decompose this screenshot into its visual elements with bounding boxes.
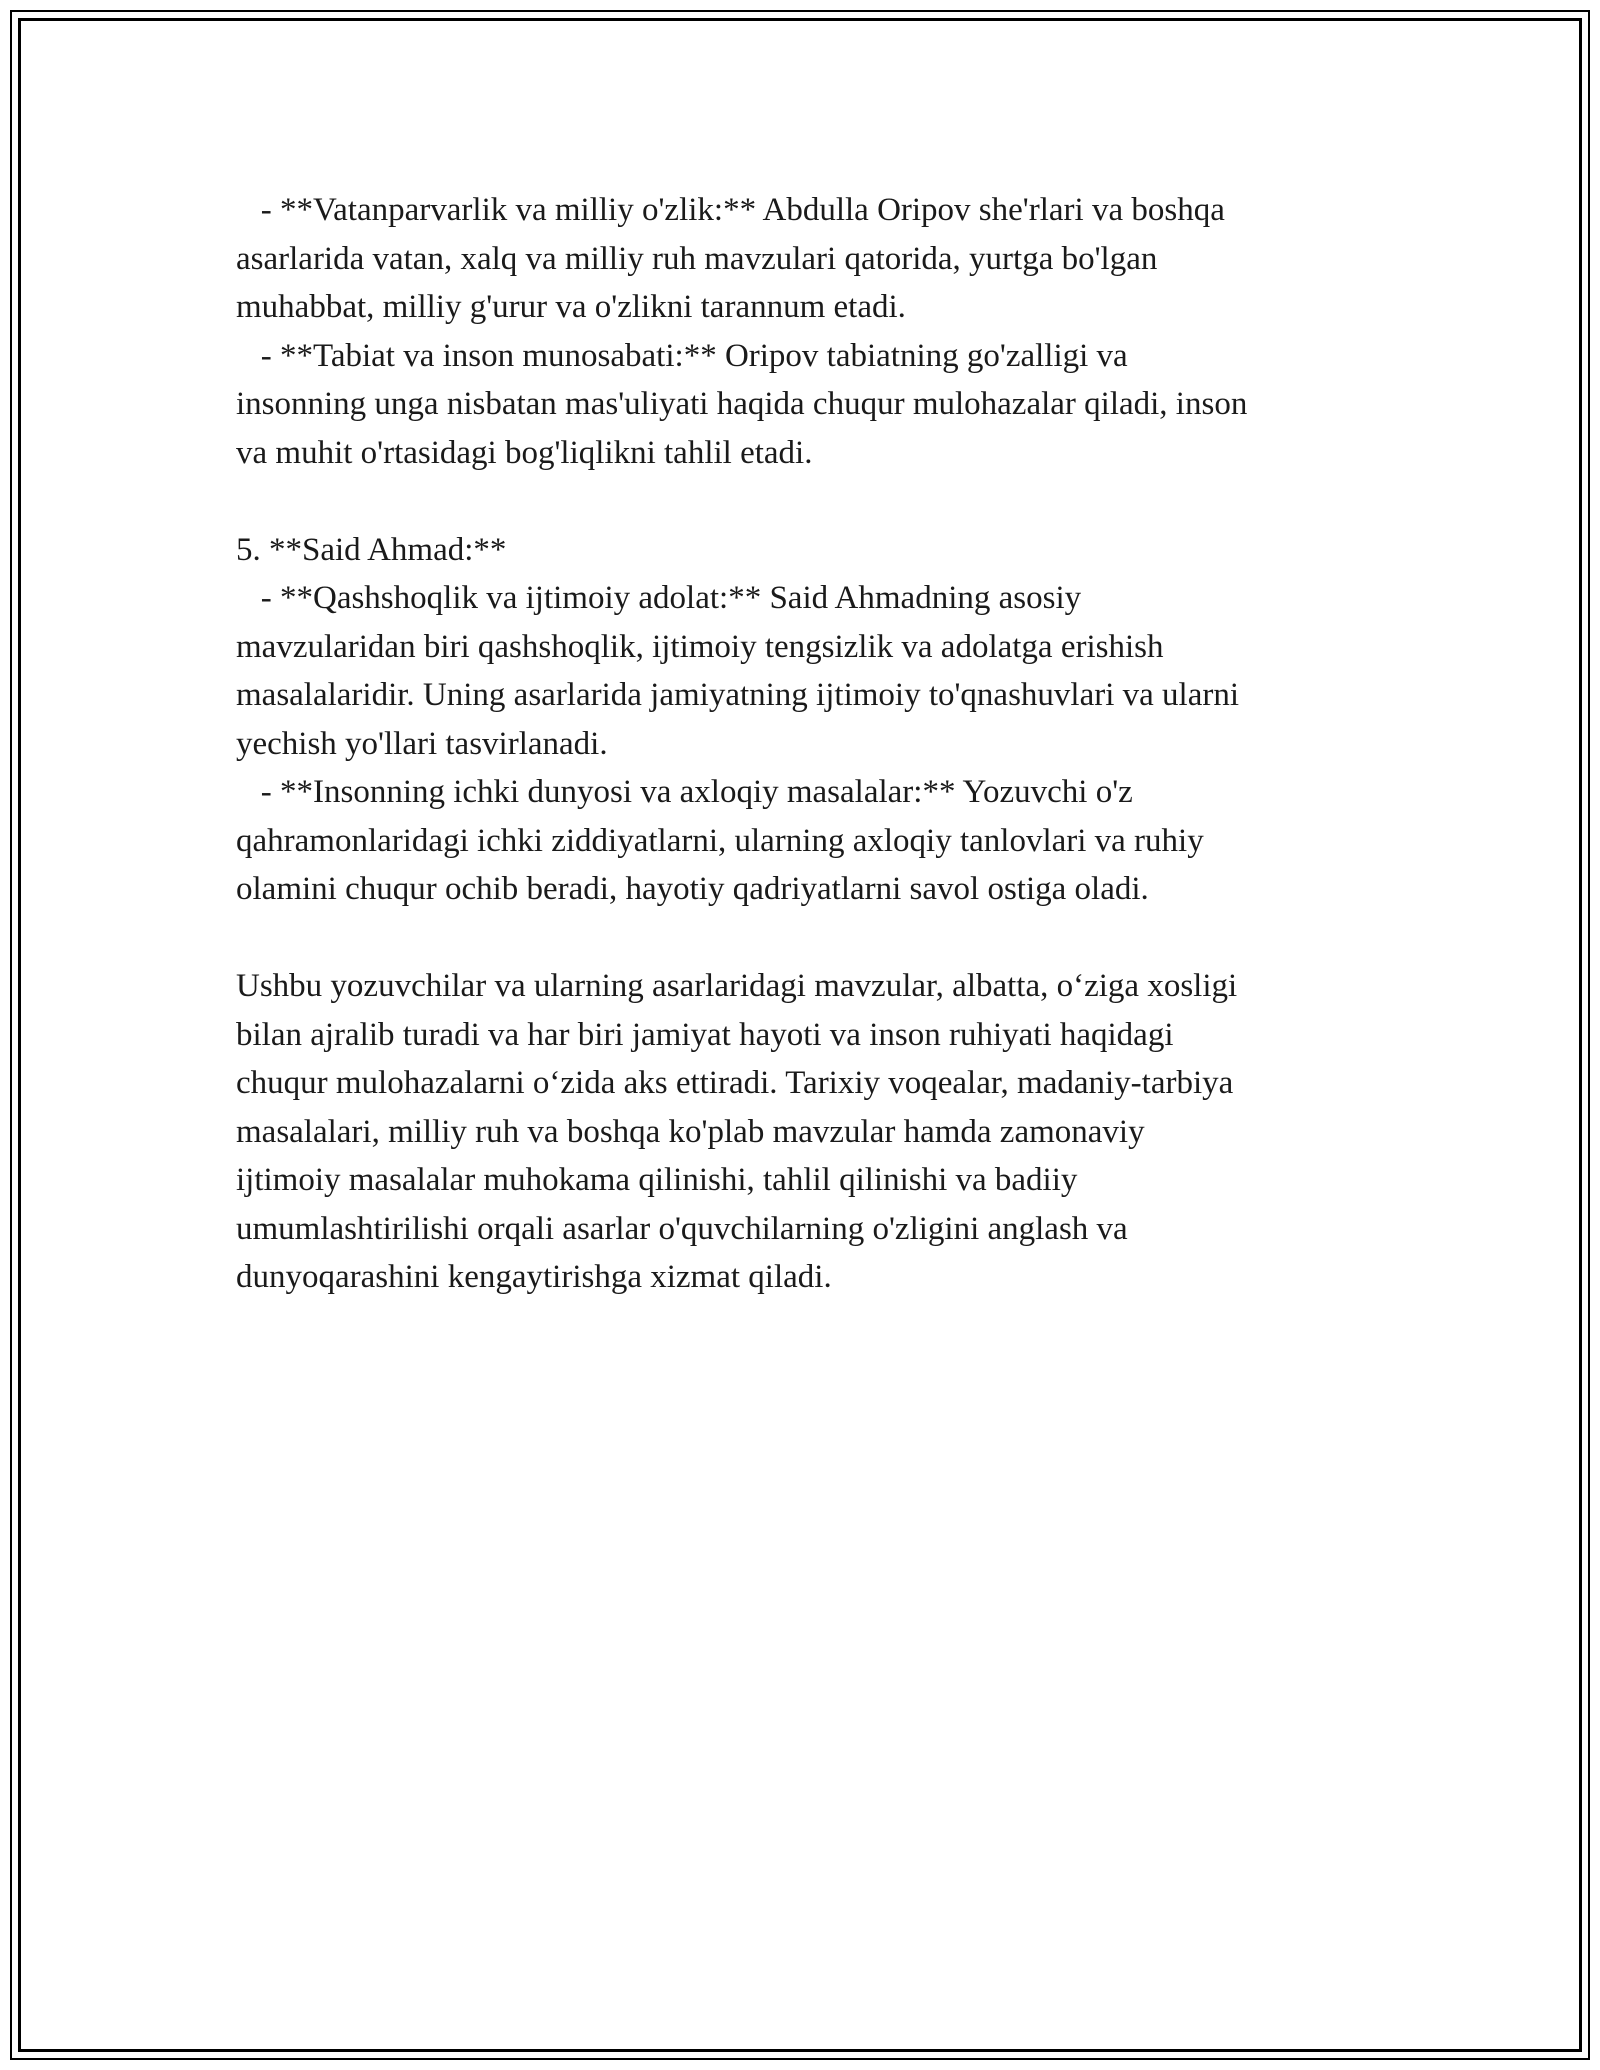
text-line: olamini chuqur ochib beradi, hayotiy qadriyatlarni savol ostiga oladi.: [236, 871, 1149, 907]
text-line: Ushbu yozuvchilar va ularning asarlaridagi mavzular, albatta, o‘ziga xosligi: [236, 968, 1238, 1004]
blank-line: [236, 477, 1376, 526]
text-line: asarlarida vatan, xalq va milliy ruh mavzulari qatorida, yurtga bo'lgan: [236, 240, 1158, 277]
text-line: qahramonlaridagi ichki ziddiyatlarni, ularning axloqiy tanlovlari va ruhiy: [236, 822, 1204, 859]
text-line: muhabbat, milliy g'urur va o'zlikni tarannum etadi.: [236, 289, 906, 325]
text-line: masalalaridir. Uning asarlarida jamiyatning ijtimoiy to'qnashuvlari va ularni: [236, 677, 1240, 713]
section-heading: 5. **Said Ahmad:**: [236, 531, 507, 568]
text-line: - **Qashshoqlik va ijtimoiy adolat:** Said Ahmadning asosiy: [236, 580, 1082, 616]
text-line: chuqur mulohazalarni o‘zida aks ettiradi. Tarixiy voqealar, madaniy-tarbiya: [236, 1065, 1234, 1101]
text-line: yechish yo'llari tasvirlanadi.: [236, 725, 608, 762]
text-line: - **Vatanparvarlik va milliy o'zlik:** Abdulla Oripov she'rlari va boshqa: [236, 192, 1225, 228]
text-line: - **Insonning ichki dunyosi va axloqiy masalalar:** Yozuvchi o'z: [236, 774, 1133, 810]
text-line: masalalari, milliy ruh va boshqa ko'plab mavzular hamda zamonaviy: [236, 1113, 1145, 1150]
text-line: dunyoqarashini kengaytirishga xizmat qiladi.: [236, 1259, 832, 1295]
text-line: va muhit o'rtasidagi bog'liqlikni tahlil etadi.: [236, 434, 813, 471]
text-line: ijtimoiy masalalar muhokama qilinishi, tahlil qilinishi va badiiy: [236, 1162, 1078, 1198]
text-line: insonning unga nisbatan mas'uliyati haqida chuqur mulohazalar qiladi, inson: [236, 386, 1248, 422]
text-line: - **Tabiat va inson munosabati:** Oripov tabiatning go'zalligi va: [236, 337, 1128, 374]
text-line: umumlashtirilishi orqali asarlar o'quvchilarning o'zligini anglash va: [236, 1210, 1128, 1247]
document-body: [236, 186, 1376, 1302]
text-line: bilan ajralib turadi va har biri jamiyat hayoti va inson ruhiyati haqidagi: [236, 1016, 1174, 1053]
blank-line: [236, 914, 1376, 963]
text-line: mavzularidan biri qashshoqlik, ijtimoiy tengsizlik va adolatga erishish: [236, 628, 1164, 665]
